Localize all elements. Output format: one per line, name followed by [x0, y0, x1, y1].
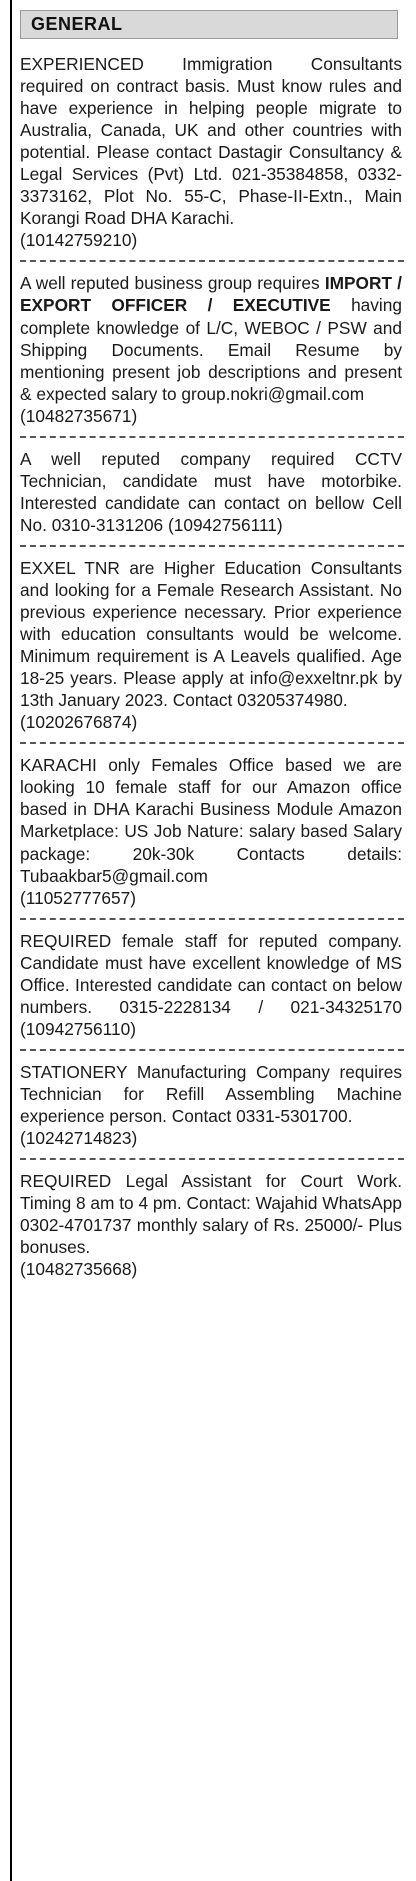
ad-reference: (10142759210)	[20, 230, 138, 251]
ad-reference: (10482735671)	[20, 405, 138, 426]
ad-text: having complete knowledge of L/C, WEBOC / PSW and Shipping Documents. Email Resume by mentioning present job descriptions and present & expected salary to group.nokri@gmail.com	[20, 295, 402, 404]
dashed-divider	[20, 1158, 404, 1160]
dashed-divider	[20, 436, 404, 438]
ad-reference: (10482735668)	[20, 1259, 138, 1280]
column-rule	[10, 0, 12, 1881]
ad-cctv-technician	[20, 448, 404, 536]
ad-legal-assistant	[20, 1170, 404, 1280]
ad-import-export-officer	[20, 272, 404, 426]
ad-text: REQUIRED female staff for reputed company. Candidate must have excellent knowledge of MS Office. Interested candidate can contact on below numbers. 0315-2228134 / 021-34325170 (10942756110)	[20, 930, 402, 1039]
section-header	[20, 10, 398, 39]
ad-female-office-staff	[20, 754, 404, 908]
dashed-divider	[20, 1049, 404, 1051]
ad-reference: (10202676874)	[20, 712, 138, 733]
ad-text: EXXEL TNR are Higher Education Consultants and looking for a Female Research Assistant. No previous experience necessary. Prior experience with education consultants would be welcome. Minimum requirement is A Leavels qualified. Age 18-25 years. Please apply at info@exxeltnr.pk by 13th January 2023. Contact 03205374980.	[20, 557, 402, 711]
ad-reference: (11052777657)	[20, 887, 136, 908]
ad-text: EXPERIENCED Immigration Consultants required on contract basis. Must know rules and have experience in helping people migrate to Australia, Canada, UK and other countries with potential. Please contact Dastagir Consultancy & Legal Services (Pvt) Ltd. 021-35384858, 0332-3373162, Plot No. 55-C, Phase-II-Extn., Main Korangi Road DHA Karachi.	[20, 54, 402, 229]
dashed-divider	[20, 742, 404, 744]
ad-research-assistant	[20, 557, 404, 733]
dashed-divider	[20, 918, 404, 920]
ad-immigration-consultants	[20, 53, 404, 251]
dashed-divider	[20, 545, 404, 547]
section-title: GENERAL	[31, 14, 123, 34]
ad-text: A well reputed company required CCTV Technician, candidate must have motorbike. Interested candidate can contact on bellow Cell No. 0310-3131206 (10942756111)	[20, 448, 402, 535]
dashed-divider	[20, 260, 404, 262]
ad-text: KARACHI only Females Office based we are looking 10 female staff for our Amazon office based in DHA Karachi Business Module Amazon Marketplace: US Job Nature: salary based Salary package: 20k-30k Contacts details: Tubaakbar5@gmail.com	[20, 755, 402, 886]
ad-female-staff-ms-office	[20, 930, 404, 1040]
ad-text-lead: A well reputed business group requires	[20, 273, 325, 294]
ad-highlight: IMPORT / EXPORT OFFICER / EXECUTIVE	[20, 273, 402, 316]
ad-reference: (10242714823)	[20, 1128, 138, 1149]
ads-list	[20, 53, 404, 1280]
ad-text: STATIONERY Manufacturing Company requires Technician for Refill Assembling Machine experience person. Contact 0331-5301700.	[20, 1061, 402, 1126]
ad-stationery-technician	[20, 1061, 404, 1149]
ad-text: REQUIRED Legal Assistant for Court Work. Timing 8 am to 4 pm. Contact: Wajahid WhatsApp 0302-4701737 monthly salary of Rs. 25000/- Plus bonuses.	[20, 1171, 402, 1258]
